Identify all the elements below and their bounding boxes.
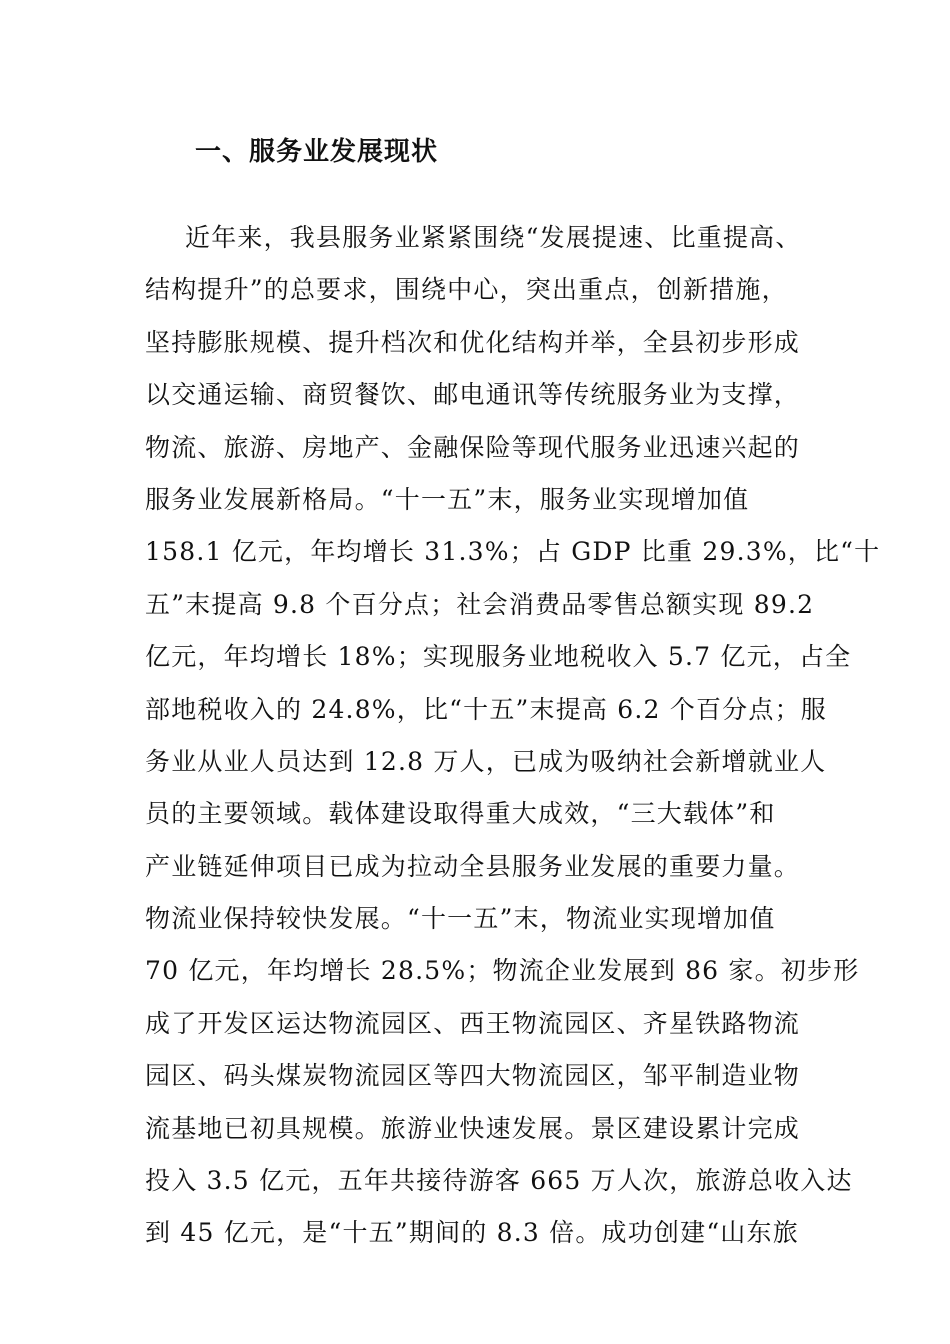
paragraph-line: 物流业保持较快发展。“十一五”末，物流业实现增加值	[145, 904, 776, 934]
paragraph-line: 务业从业人员达到 12.8 万人，已成为吸纳社会新增就业人	[145, 746, 827, 776]
paragraph-line: 园区、码头煤炭物流园区等四大物流园区，邹平制造业物	[145, 1061, 801, 1091]
paragraph-line: 投入 3.5 亿元，五年共接待游客 665 万人次，旅游总收入达	[145, 1166, 853, 1196]
body-paragraph	[145, 212, 881, 1260]
paragraph-line: 五”末提高 9.8 个百分点；社会消费品零售总额实现 89.2	[145, 589, 815, 619]
paragraph-line: 成了开发区运达物流园区、西王物流园区、齐星铁路物流	[145, 1008, 801, 1038]
paragraph-line: 流基地已初具规模。旅游业快速发展。景区建设累计完成	[145, 1113, 801, 1143]
paragraph-line: 员的主要领域。载体建设取得重大成效，“三大载体”和	[145, 799, 776, 829]
section-heading: 一、服务业发展现状	[195, 137, 439, 167]
paragraph-line: 以交通运输、商贸餐饮、邮电通讯等传统服务业为支撑，	[145, 380, 801, 410]
paragraph-line: 158.1 亿元，年均增长 31.3%；占 GDP 比重 29.3%，比“十	[145, 537, 881, 567]
paragraph-line: 亿元，年均增长 18%；实现服务业地税收入 5.7 亿元，占全	[145, 642, 852, 672]
paragraph-line: 到 45 亿元，是“十五”期间的 8.3 倍。成功创建“山东旅	[145, 1218, 799, 1248]
paragraph-line: 70 亿元，年均增长 28.5%；物流企业发展到 86 家。初步形	[145, 956, 860, 986]
paragraph-line: 坚持膨胀规模、提升档次和优化结构并举，全县初步形成	[145, 327, 801, 357]
paragraph-line: 产业链延伸项目已成为拉动全县服务业发展的重要力量。	[145, 851, 801, 881]
paragraph-line: 服务业发展新格局。“十一五”末，服务业实现增加值	[145, 484, 750, 514]
paragraph-line: 近年来，我县服务业紧紧围绕“发展提速、比重提高、	[185, 223, 802, 252]
paragraph-line: 物流、旅游、房地产、金融保险等现代服务业迅速兴起的	[145, 432, 801, 462]
paragraph-line: 结构提升”的总要求，围绕中心，突出重点，创新措施，	[145, 275, 788, 305]
paragraph-line: 部地税收入的 24.8%，比“十五”末提高 6.2 个百分点；服	[145, 694, 827, 724]
